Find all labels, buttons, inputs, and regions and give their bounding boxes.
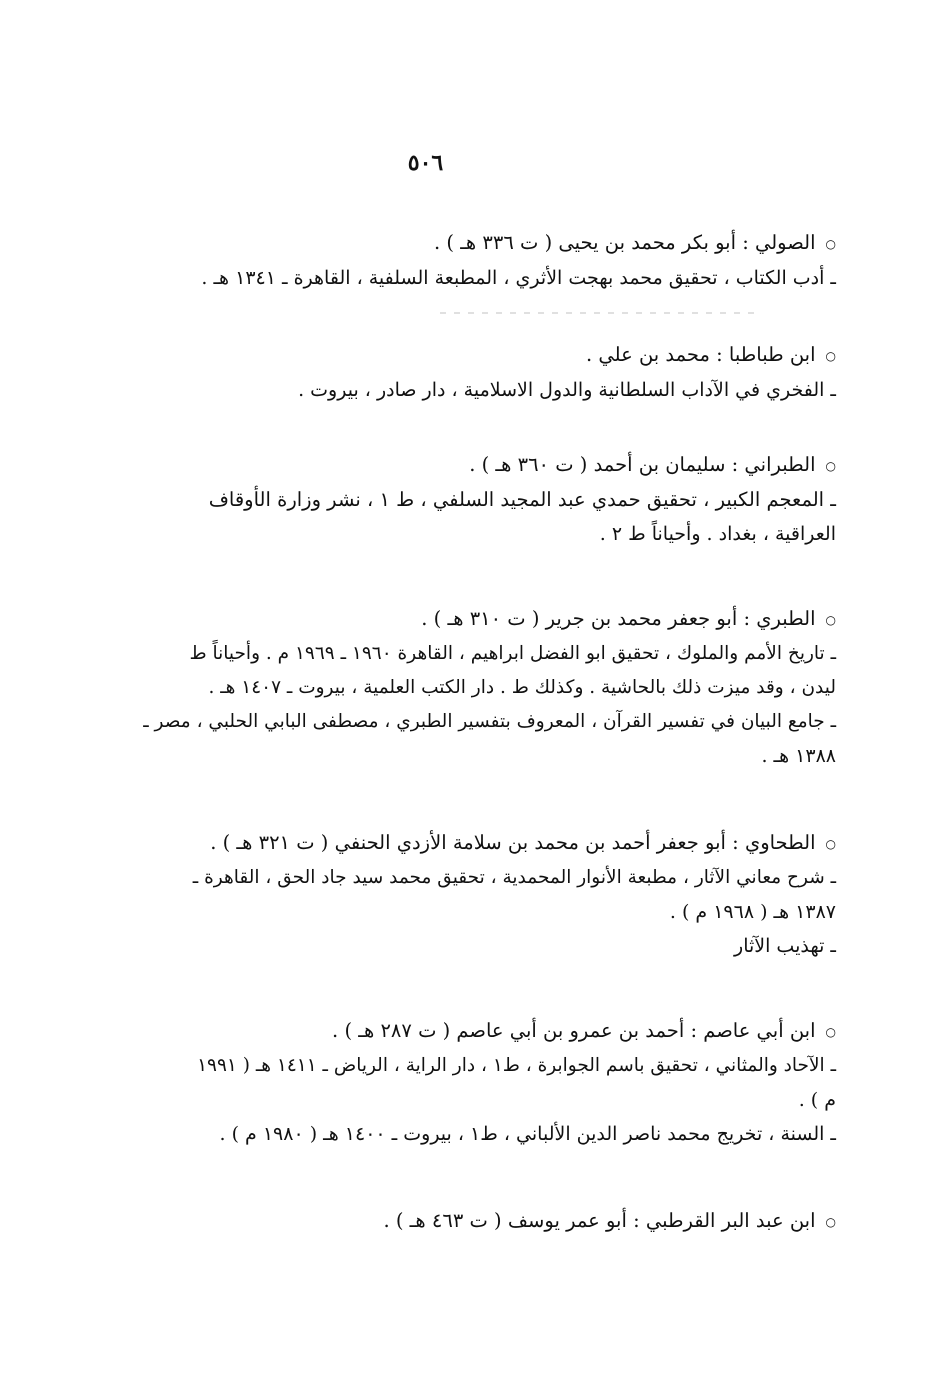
bullet-icon: ○ — [825, 236, 836, 251]
entry-line: العراقية ، بغداد . وأحياناً ط ٢ . — [599, 522, 836, 545]
entry-heading — [78, 448, 836, 483]
entry-line: ـ الآحاد والمثاني ، تحقيق باسم الجوابرة ، ط١ ، دار الراية ، الرياض ـ ١٤١١ هـ ( ١٩٩١ — [197, 1054, 836, 1076]
entry-line: ١٣٨٧ هـ ( ١٩٦٨ م ) . — [669, 900, 836, 923]
entry-line: ـ شرح معاني الآثار ، مطبعة الأنوار المحمدية ، تحقيق محمد سيد جاد الحق ، القاهرة ـ — [192, 866, 836, 888]
entry-heading — [80, 226, 836, 261]
entry-line: ـ جامع البيان في تفسير القرآن ، المعروف بتفسير الطبري ، مصطفى البابي الحلبي ، مصر ـ — [143, 710, 836, 732]
entry-heading — [78, 1014, 836, 1049]
entry-heading — [80, 1204, 836, 1239]
entry-line: ـ أدب الكتاب ، تحقيق محمد بهجت الأثري ، المطبعة السلفية ، القاهرة ـ ١٣٤١ هـ . — [201, 266, 836, 289]
entry-heading — [78, 826, 836, 861]
bibliography-entry — [80, 226, 836, 295]
entry-heading — [78, 602, 836, 637]
bibliography-entry — [80, 1204, 836, 1239]
page-number: ٥٠٦ — [407, 150, 444, 176]
entry-heading-text: الطبري : أبو جعفر محمد بن جرير ( ت ٣١٠ هـ ) . — [421, 607, 816, 630]
bibliography-entry — [78, 1014, 836, 1151]
bullet-icon: ○ — [825, 1024, 836, 1039]
bibliography-entry — [78, 826, 836, 963]
bullet-icon: ○ — [825, 1214, 836, 1229]
entry-heading-text: الطبراني : سليمان بن أحمد ( ت ٣٦٠ هـ ) . — [469, 453, 816, 476]
entry-line: ـ تهذيب الآثار — [734, 934, 836, 957]
bibliography-entry — [78, 602, 836, 773]
scan-artifact — [440, 312, 760, 314]
entry-heading-text: الطحاوي : أبو جعفر أحمد بن محمد بن سلامة الأزدي الحنفي ( ت ٣٢١ هـ ) . — [210, 831, 816, 854]
entry-heading-text: ابن طباطبا : محمد بن علي . — [586, 343, 816, 366]
entry-line: ـ تاريخ الأمم والملوك ، تحقيق ابو الفضل ابراهيم ، القاهرة ١٩٦٠ ـ ١٩٦٩ م . وأحياناً ط — [189, 642, 836, 664]
entry-heading-text: ابن عبد البر القرطبي : أبو عمر يوسف ( ت ٤٦٣ هـ ) . — [383, 1209, 816, 1232]
bullet-icon: ○ — [825, 612, 836, 627]
entry-heading-text: ابن أبي عاصم : أحمد بن عمرو بن أبي عاصم ( ت ٢٨٧ هـ ) . — [332, 1019, 816, 1042]
entry-line: ١٣٨٨ هـ . — [761, 744, 836, 767]
bibliography-entry — [80, 338, 836, 407]
bibliography-entry — [78, 448, 836, 551]
bullet-icon: ○ — [825, 836, 836, 851]
bullet-icon: ○ — [825, 348, 836, 363]
entry-line: ـ المعجم الكبير ، تحقيق حمدي عبد المجيد السلفي ، ط ١ ، نشر وزارة الأوقاف — [208, 487, 836, 511]
bullet-icon: ○ — [825, 458, 836, 473]
entry-line: ـ الفخري في الآداب السلطانية والدول الاسلامية ، دار صادر ، بيروت . — [298, 378, 836, 401]
entry-line: ـ السنة ، تخريج محمد ناصر الدين الألباني ، ط١ ، بيروت ـ ١٤٠٠ هـ ( ١٩٨٠ م ) . — [219, 1122, 836, 1145]
entry-line: م ) . — [798, 1088, 836, 1111]
entry-heading-text: الصولي : أبو بكر محمد بن يحيى ( ت ٣٣٦ هـ ) . — [433, 231, 816, 254]
entry-heading — [80, 338, 836, 373]
entry-line: ليدن ، وقد ميزت ذلك بالحاشية . وكذلك ط . دار الكتب العلمية ، بيروت ـ ١٤٠٧ هـ . — [208, 676, 836, 698]
